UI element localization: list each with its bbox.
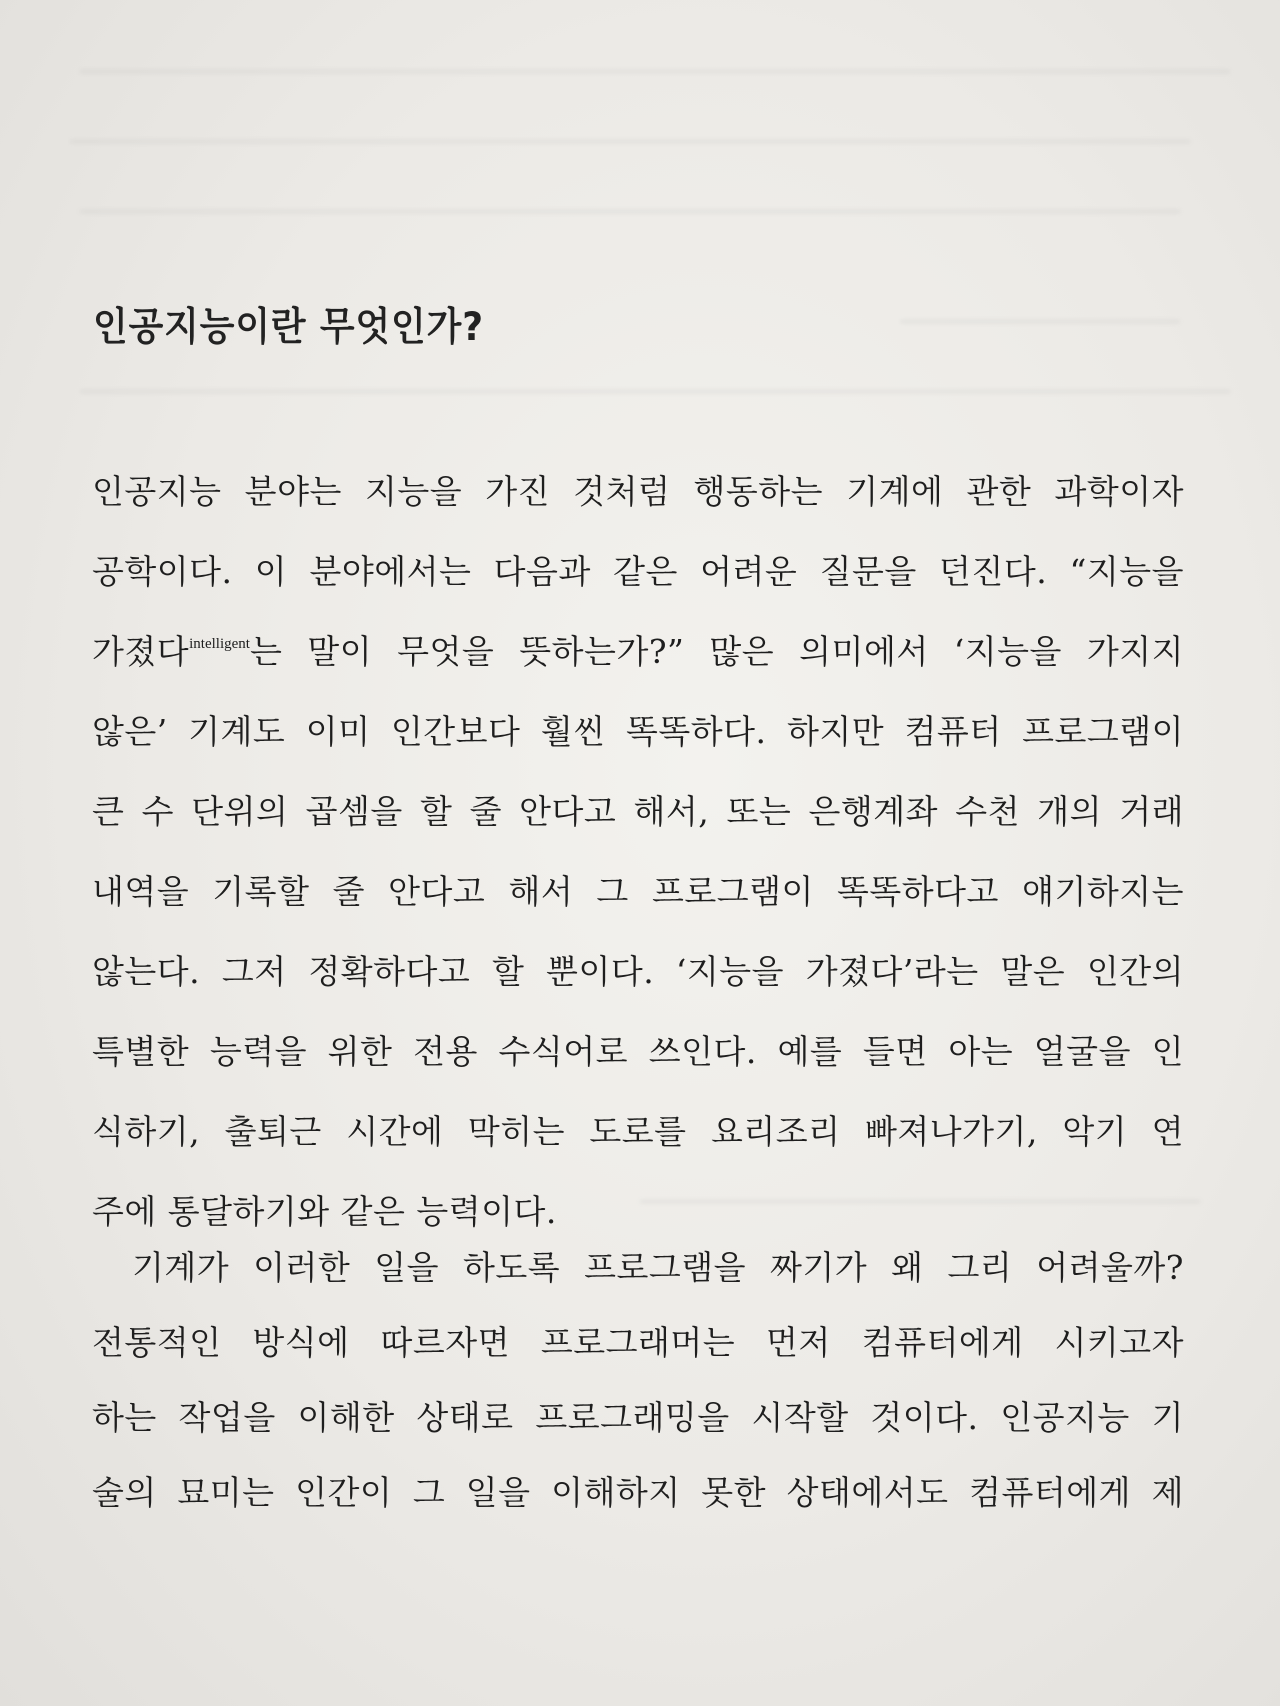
superscript-gloss: intelligent [189,636,250,652]
paragraph-2 [92,1230,1184,1530]
text-fragment: 는 말이 무엇을 뜻하는가?” 많은 의미에서 ‘지능을 가지지 [249,632,1184,671]
section-heading: 인공지능이란 무엇인가? [93,305,484,350]
text-line: 큰 수 단위의 곱셈을 할 줄 안다고 해서, 또는 은행계좌 수천 개의 거래 [92,792,1184,831]
text-fragment: 가졌다 [92,632,190,671]
text-line: 기계가 이러한 일을 하도록 프로그램을 짜기가 왜 그리 어려울까? [132,1248,1184,1287]
text-line: 않는다. 그저 정확하다고 할 뿐이다. ‘지능을 가졌다’라는 말은 인간의 [92,952,1184,991]
text-line: 않은’ 기계도 이미 인간보다 훨씬 똑똑하다. 하지만 컴퓨터 프로그램이 [92,712,1184,751]
text-line: 하는 작업을 이해한 상태로 프로그래밍을 시작할 것이다. 인공지능 기 [92,1398,1184,1437]
text-line: 전통적인 방식에 따르자면 프로그래머는 먼저 컴퓨터에게 시키고자 [92,1323,1184,1362]
text-line: 인공지능 분야는 지능을 가진 것처럼 행동하는 기계에 관한 과학이자 [92,472,1184,511]
text-line: 식하기, 출퇴근 시간에 막히는 도로를 요리조리 빠져나가기, 악기 연 [92,1112,1184,1151]
paragraph-1 [92,452,1184,1252]
text-line: 내역을 기록할 줄 안다고 해서 그 프로그램이 똑똑하다고 얘기하지는 [92,872,1184,911]
text-line [92,612,1184,692]
text-line: 특별한 능력을 위한 전용 수식어로 쓰인다. 예를 들면 아는 얼굴을 인 [92,1032,1184,1071]
text-line: 공학이다. 이 분야에서는 다음과 같은 어려운 질문을 던진다. “지능을 [92,552,1184,591]
text-line: 술의 묘미는 인간이 그 일을 이해하지 못한 상태에서도 컴퓨터에게 제 [92,1473,1184,1512]
text-line: 주에 통달하기와 같은 능력이다. [92,1192,557,1231]
